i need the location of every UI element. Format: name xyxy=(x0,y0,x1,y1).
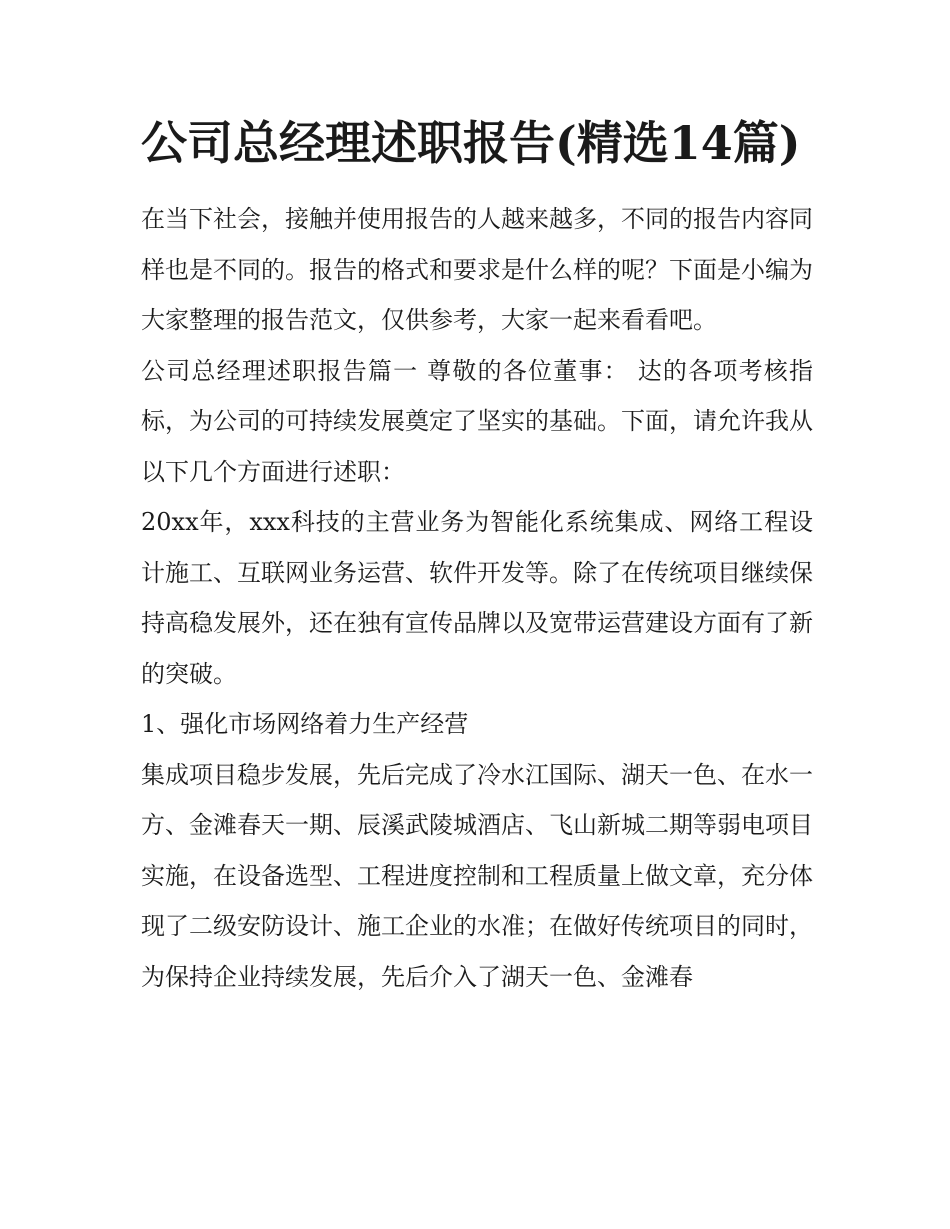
report-opening-paragraph: 公司总经理述职报告篇一 尊敬的各位董事： 达的各项考核指标，为公司的可持续发展奠定了坚实的基础。下面，请允许我从以下几个方面进行述职： xyxy=(141,356,813,486)
document-page xyxy=(141,112,813,1002)
intro-paragraph: 在当下社会，接触并使用报告的人越来越多，不同的报告内容同样也是不同的。报告的格式和要求是什么样的呢？下面是小编为大家整理的报告范文，仅供参考，大家一起来看看吧。 xyxy=(141,205,813,334)
document-title: 公司总经理述职报告(精选14篇) xyxy=(141,116,801,170)
business-overview-paragraph: 20xx年，xxx科技的主营业务为智能化系统集成、网络工程设计施工、互联网业务运营、软件开发等。除了在传统项目继续保持高稳发展外，还在独有宣传品牌以及宽带运营建设方面有了新的突破。 xyxy=(141,508,813,688)
section-heading: 1、强化市场网络着力生产经营 xyxy=(141,710,469,738)
projects-paragraph: 集成项目稳步发展，先后完成了冷水江国际、湖天一色、在水一方、金滩春天一期、辰溪武陵城酒店、飞山新城二期等弱电项目实施，在设备选型、工程进度控制和工程质量上做文章，充分体现了二级安防设计、施工企业的水准；在做好传统项目的同时，为保持企业持续发展，先后介入了湖天一色、金滩春 xyxy=(141,760,813,991)
